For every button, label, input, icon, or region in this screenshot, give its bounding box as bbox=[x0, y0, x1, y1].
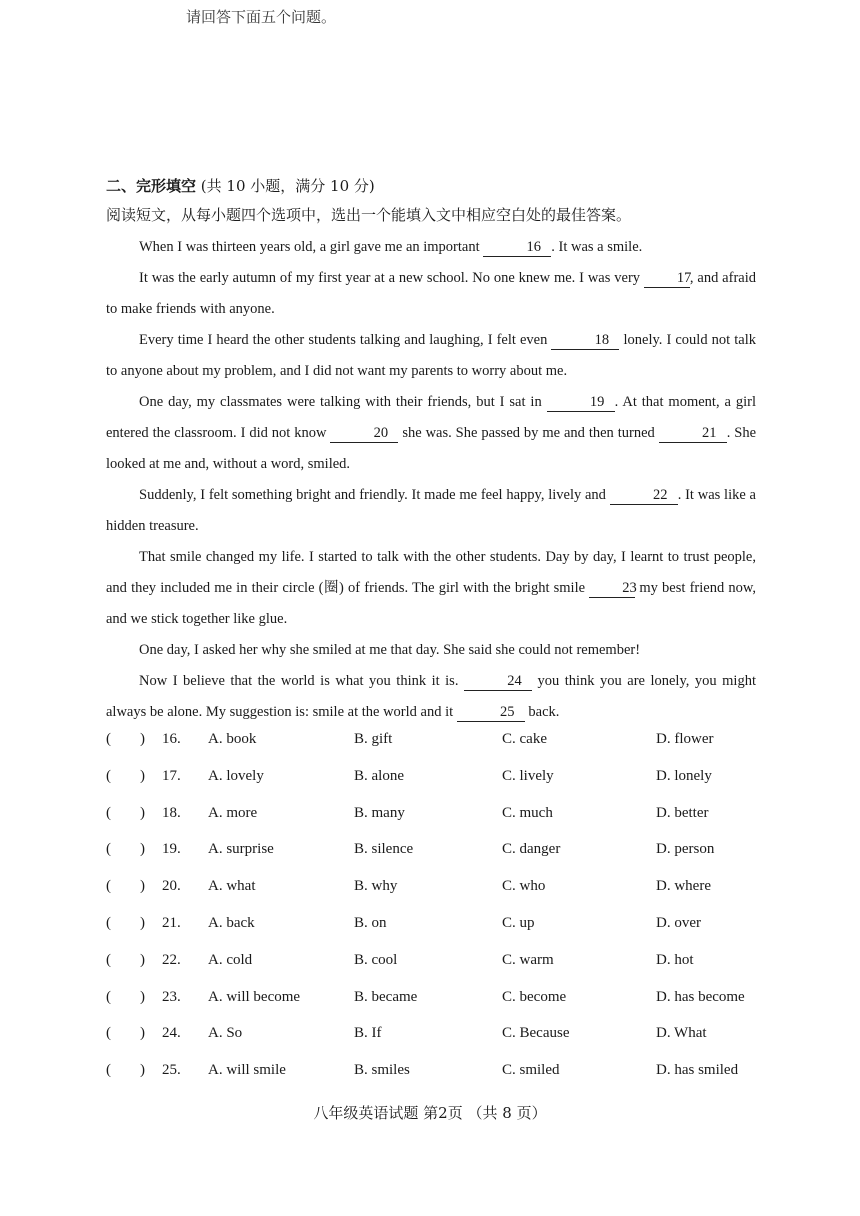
answer-paren-right: ) bbox=[140, 878, 145, 895]
option-c: C. lively bbox=[502, 767, 554, 784]
question-number: 25. bbox=[162, 1062, 181, 1079]
answer-paren-right: ) bbox=[140, 804, 145, 821]
blank-20: 20 bbox=[330, 424, 398, 443]
question-row bbox=[106, 1025, 766, 1062]
blank-19: 19 bbox=[547, 393, 615, 412]
answer-paren-left: ( bbox=[106, 988, 111, 1005]
answer-paren-right: ) bbox=[140, 988, 145, 1005]
answer-paren-right: ) bbox=[140, 951, 145, 968]
question-row bbox=[106, 841, 766, 878]
option-a: A. book bbox=[208, 731, 257, 747]
option-a: A. more bbox=[208, 804, 258, 821]
question-row bbox=[106, 768, 766, 805]
question-number: 17. bbox=[162, 767, 181, 784]
section-title: 二、完形填空 bbox=[106, 177, 197, 195]
option-b: B. on bbox=[354, 914, 387, 931]
answer-paren-right: ) bbox=[140, 767, 145, 784]
option-a: A. what bbox=[208, 878, 256, 895]
answer-paren-left: ( bbox=[106, 1062, 111, 1079]
option-d: D. What bbox=[656, 1025, 707, 1042]
blank-17: 17 bbox=[644, 269, 690, 288]
section-heading bbox=[106, 175, 375, 196]
answer-paren-left: ( bbox=[106, 914, 111, 931]
option-d: D. flower bbox=[656, 731, 714, 747]
option-c: C. danger bbox=[502, 841, 561, 858]
option-b: B. smiles bbox=[354, 1062, 410, 1079]
option-a: A. lovely bbox=[208, 767, 264, 784]
option-a: A. back bbox=[208, 914, 255, 931]
answer-paren-left: ( bbox=[106, 1025, 111, 1042]
option-c: C. cake bbox=[502, 731, 547, 747]
question-row bbox=[106, 989, 766, 1026]
option-c: C. warm bbox=[502, 951, 554, 968]
answer-paren-left: ( bbox=[106, 841, 111, 858]
answer-paren-left: ( bbox=[106, 767, 111, 784]
blank-16: 16 bbox=[483, 238, 551, 257]
question-number: 23. bbox=[162, 988, 181, 1005]
option-b: B. gift bbox=[354, 731, 393, 747]
option-a: A. So bbox=[208, 1025, 243, 1042]
question-number: 16. bbox=[162, 731, 181, 747]
option-d: D. lonely bbox=[656, 767, 712, 784]
question-row bbox=[106, 915, 766, 952]
option-c: C. become bbox=[502, 988, 567, 1005]
question-number: 22. bbox=[162, 951, 181, 968]
passage-paragraph: One day, I asked her why she smiled at me that day. She said she could not remember! bbox=[139, 642, 641, 658]
answer-paren-left: ( bbox=[106, 951, 111, 968]
question-number: 24. bbox=[162, 1025, 181, 1042]
passage-paragraph: Suddenly, I felt something bright and friendly. It made me feel happy, lively and 22 . It was like a hidden treasure. bbox=[106, 487, 756, 534]
blank-21: 21 bbox=[659, 424, 727, 443]
option-c: C. Because bbox=[502, 1025, 570, 1042]
option-d: D. hot bbox=[656, 951, 694, 968]
option-d: D. better bbox=[656, 804, 709, 821]
option-a: A. surprise bbox=[208, 841, 274, 858]
answer-paren-left: ( bbox=[106, 804, 111, 821]
question-row bbox=[106, 731, 766, 768]
passage-paragraph: Now I believe that the world is what you think it is. 24 you think you are lonely, you might always be alone. My suggestion is: smile at the world and it 25 back. bbox=[106, 673, 756, 720]
question-number: 19. bbox=[162, 841, 181, 858]
answer-paren-left: ( bbox=[106, 731, 111, 747]
passage-paragraph: Every time I heard the other students talking and laughing, I felt even 18 lonely. I could not talk to anyone about my problem, and I did not want my parents to worry about me. bbox=[106, 332, 756, 379]
passage-paragraph: One day, my classmates were talking with their friends, but I sat in 19 . At that moment, a girl entered the classroom. I did not know 20 she was. She passed by me and then turned 21 . She looked at me and, without a word, smiled. bbox=[106, 394, 757, 472]
question-row bbox=[106, 1062, 766, 1099]
option-a: A. will become bbox=[208, 988, 301, 1005]
answer-paren-right: ) bbox=[140, 731, 145, 747]
option-b: B. why bbox=[354, 878, 398, 895]
option-b: B. alone bbox=[354, 767, 404, 784]
option-d: D. where bbox=[656, 878, 711, 895]
question-row bbox=[106, 878, 766, 915]
answer-options-list bbox=[106, 731, 766, 1099]
option-d: D. has smiled bbox=[656, 1062, 739, 1079]
option-d: D. has become bbox=[656, 988, 745, 1005]
question-number: 20. bbox=[162, 878, 181, 895]
option-b: B. became bbox=[354, 988, 418, 1005]
question-row bbox=[106, 952, 766, 989]
option-d: D. person bbox=[656, 841, 715, 858]
page-footer: 八年级英语试题 第2页 （共 8 页） bbox=[313, 1104, 547, 1122]
blank-22: 22 bbox=[610, 486, 678, 505]
blank-23: 23 bbox=[589, 579, 635, 598]
option-b: B. cool bbox=[354, 951, 398, 968]
answer-paren-left: ( bbox=[106, 878, 111, 895]
answer-paren-right: ) bbox=[140, 841, 145, 858]
option-c: C. smiled bbox=[502, 1062, 560, 1079]
answer-paren-right: ) bbox=[140, 1062, 145, 1079]
answer-paren-right: ) bbox=[140, 914, 145, 931]
option-c: C. up bbox=[502, 914, 535, 931]
blank-24: 24 bbox=[464, 672, 532, 691]
option-b: B. many bbox=[354, 804, 405, 821]
option-b: B. silence bbox=[354, 841, 414, 858]
question-number: 21. bbox=[162, 914, 181, 931]
option-d: D. over bbox=[656, 914, 701, 931]
section-instruction: 阅读短文，从每小题四个选项中，选出一个能填入文中相应空白处的最佳答案。 bbox=[106, 206, 632, 224]
option-c: C. much bbox=[502, 804, 553, 821]
passage-paragraph: It was the early autumn of my first year at a new school. No one knew me. I was very 17, and afraid to make friends with anyone. bbox=[106, 270, 756, 317]
cloze-passage bbox=[106, 232, 756, 728]
option-c: C. who bbox=[502, 878, 546, 895]
section-score-note: (共 10 小题，满分 10 分) bbox=[196, 177, 375, 195]
blank-18: 18 bbox=[551, 331, 619, 350]
passage-paragraph: When I was thirteen years old, a girl gave me an important 16 . It was a smile. bbox=[139, 239, 643, 255]
blank-25: 25 bbox=[457, 703, 525, 722]
passage-paragraph: That smile changed my life. I started to talk with the other students. Day by day, I learnt to trust people, and they included me in their circle (圈) of friends. The girl with the bright smile 23 my best friend now, and we stick together like glue. bbox=[106, 549, 757, 627]
option-a: A. will smile bbox=[208, 1062, 286, 1079]
question-row bbox=[106, 805, 766, 842]
question-number: 18. bbox=[162, 804, 181, 821]
option-b: B. If bbox=[354, 1025, 382, 1042]
option-a: A. cold bbox=[208, 951, 253, 968]
cutoff-instruction-line: 请回答下面五个问题。 bbox=[186, 8, 337, 26]
answer-paren-right: ) bbox=[140, 1025, 145, 1042]
